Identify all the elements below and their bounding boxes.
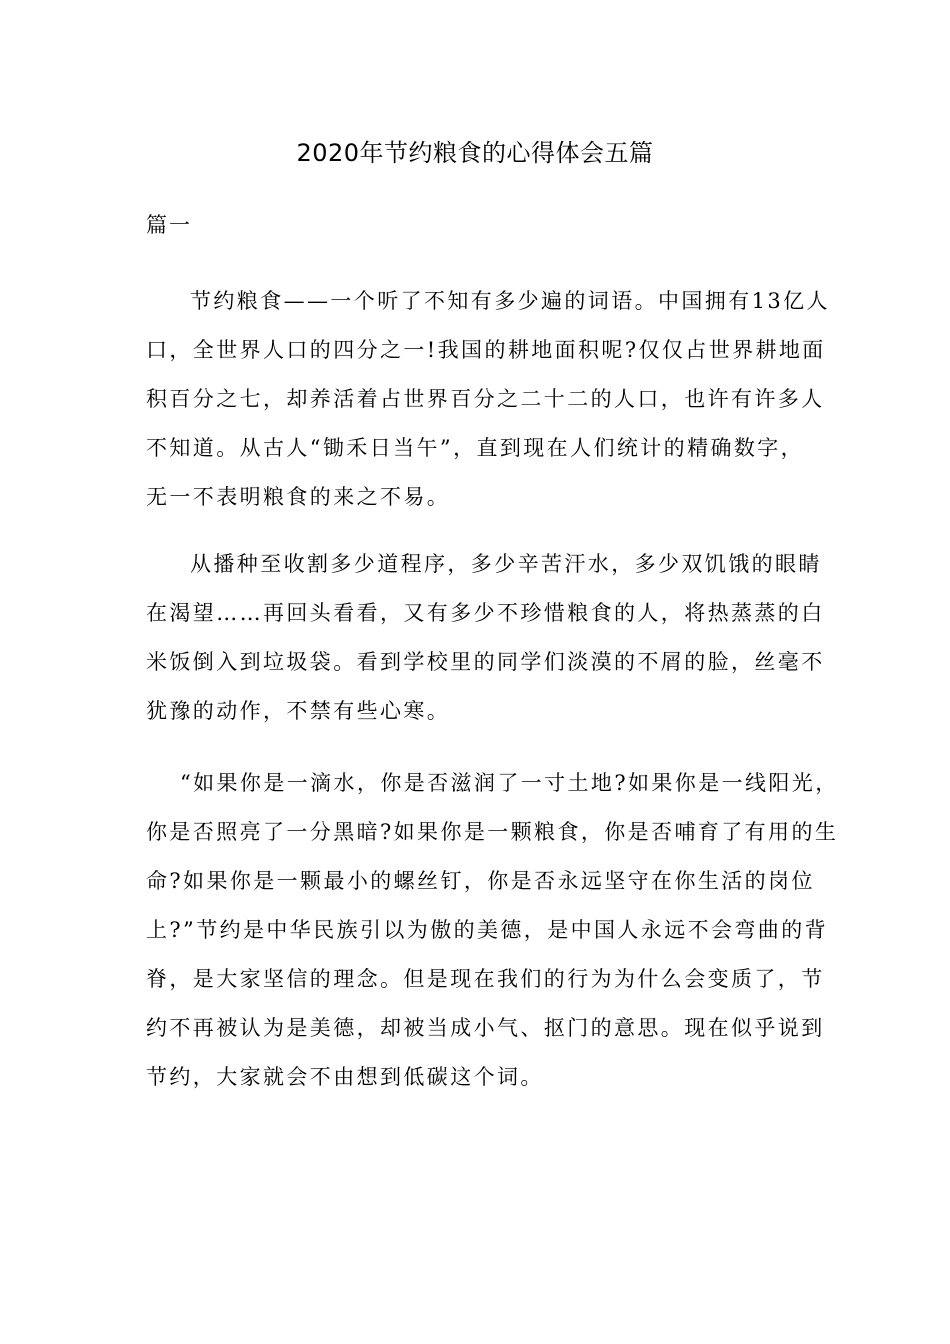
paragraph-line: 命?如果你是一颗最小的螺丝钉，你是否永远坚守在你生活的岗位 [146, 869, 815, 893]
paragraph-line: 不知道。从古人“锄禾日当午”，直到现在人们统计的精确数字， [146, 436, 805, 460]
paragraph-line: 上?”节约是中华民族引以为傲的美德，是中国人永远不会弯曲的背 [146, 918, 828, 942]
paragraph-line: 从播种至收割多少道程序，多少辛苦汗水，多少双饥饿的眼睛 [190, 552, 822, 576]
paragraph-line: 节约，大家就会不由想到低碳这个词。 [146, 1065, 544, 1089]
paragraph-2 [146, 540, 825, 736]
paragraph-1 [146, 277, 830, 522]
paragraph-line: 你是否照亮了一分黑暗?如果你是一颗粮食，你是否哺育了有用的生 [146, 820, 839, 844]
paragraph-line: 犹豫的动作，不禁有些心寒。 [146, 699, 451, 723]
paragraph-line: 约不再被认为是美德，却被当成小气、抠门的意思。现在似乎说到 [146, 1016, 825, 1040]
document-title: 2020年节约粮食的心得体会五篇 [296, 139, 654, 167]
paragraph-line: “如果你是一滴水，你是否滋润了一寸土地?如果你是一线阳光， [180, 771, 839, 795]
paragraph-line: 在渴望……再回头看看，又有多少不珍惜粮食的人，将热蒸蒸的白 [146, 601, 825, 625]
paragraph-line: 米饭倒入到垃圾袋。看到学校里的同学们淡漠的不屑的脸，丝毫不 [146, 650, 825, 674]
paragraph-line: 无一不表明粮食的来之不易。 [146, 485, 451, 509]
paragraph-line: 积百分之七，却养活着占世界百分之二十二的人口，也许有许多人 [146, 387, 825, 411]
section-label: 篇一 [146, 213, 192, 237]
paragraph-3 [146, 759, 839, 1102]
paragraph-line: 脊，是大家坚信的理念。但是现在我们的行为为什么会变质了，节 [146, 967, 825, 991]
paragraph-line: 节约粮食——一个听了不知有多少遍的词语。中国拥有13亿人 [190, 289, 830, 313]
paragraph-line: 口，全世界人口的四分之一!我国的耕地面积呢?仅仅占世界耕地面 [146, 338, 826, 362]
